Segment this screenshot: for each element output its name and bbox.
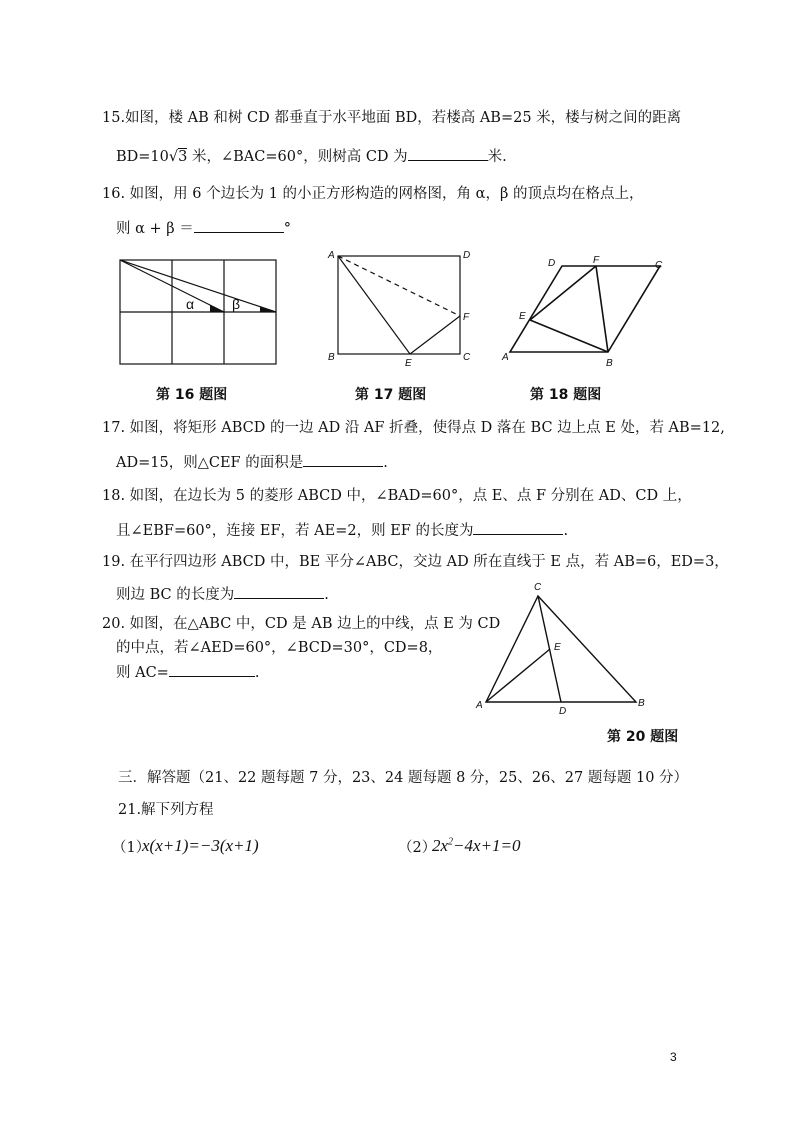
point-c: C [655,260,663,271]
answer-blank [303,452,383,467]
q17-line2 [116,452,388,473]
alpha-label: α [186,296,195,312]
q20-end: . [254,665,260,681]
page-number: 3 [670,1050,677,1064]
q16-expr: 则 α + β ＝ [116,221,194,237]
segment-eb [530,320,608,352]
q17-text: AD=15，则△CEF 的面积是 [116,455,304,471]
section-3-heading: 三．解答题（21、22 题每题 7 分，23、24 题每题 8 分，25、26、27 题每题 10 分） [118,770,689,786]
caption-fig18: 第 18 题图 [530,387,602,403]
q21-equation-2 [432,836,521,856]
q21-p1-label: （1） [112,840,151,856]
q17-line1: 17. 如图，将矩形 ABCD 的一边 AD 沿 AF 折叠，使得点 D 落在 BC 边上点 E 处，若 AB=12, [102,420,725,436]
caption-fig17: 第 17 题图 [355,387,427,403]
answer-blank [473,520,563,535]
point-a: A [502,352,509,363]
q20-line1: 20. 如图，在△ABC 中，CD 是 AB 边上的中线，点 E 为 CD [102,616,501,632]
point-c: C [463,352,471,363]
q15-bd-label: BD=10 [116,149,169,165]
fold-line-af [338,256,460,316]
figure-20 [470,578,680,718]
beta-ray [120,260,276,312]
segment-fb [596,266,608,352]
q21-equation-1: x(x+1)=−3(x+1) [142,836,259,855]
segment-ef [530,266,596,320]
q20-line3 [116,662,259,683]
q15-line2 [116,146,507,167]
q18-end: . [563,523,569,539]
eq2-exponent: 2 [448,836,454,848]
answer-blank [234,584,324,599]
figure-18 [498,252,678,372]
q15-unit: 米. [487,149,507,165]
q20-text: 则 AC= [116,665,169,681]
point-b: B [606,358,613,369]
q17-end: . [383,455,388,471]
eq2-part-b: −4x+1=0 [453,836,521,855]
point-d: D [559,706,567,717]
eq2-part-a: 2x [432,836,449,855]
segment-ef [410,316,460,354]
point-d: D [463,250,471,261]
rhombus-abcd [510,266,660,352]
point-a: A [476,700,483,711]
segment-ae [338,256,410,354]
q16-degree: ° [283,221,292,237]
point-d: D [548,258,556,269]
point-b: B [328,352,335,363]
point-f: F [463,312,470,323]
answer-blank [169,662,255,677]
point-e: E [405,358,412,369]
segment-ae [486,649,550,702]
answer-blank [408,146,488,161]
q18-line1: 18. 如图，在边长为 5 的菱形 ABCD 中，∠BAD=60°，点 E、点 F 分别在 AD、CD 上， [102,488,692,504]
q16-line2 [116,218,291,239]
answer-blank [194,218,284,233]
point-b: B [638,698,645,709]
q18-line2 [116,520,568,541]
figure-16-grid [118,258,278,366]
figure-17 [324,250,474,370]
q18-text: 且∠EBF=60°，连接 EF，若 AE=2，则 EF 的长度为 [116,523,474,539]
q21-title: 21.解下列方程 [118,802,214,818]
q16-line1: 16. 如图，用 6 个边长为 1 的小正方形构造的网格图，角 α，β 的顶点均在格点上， [102,186,644,202]
point-e: E [519,311,526,322]
q19-line2 [116,584,329,605]
point-a: A [328,250,335,261]
q19-line1: 19. 在平行四边形 ABCD 中，BE 平分∠ABC，交边 AD 所在直线于 E 点，若 AB=6，ED=3， [102,554,729,570]
point-c: C [534,582,542,593]
point-e: E [554,642,561,653]
caption-fig20: 第 20 题图 [607,729,679,745]
q15-text: 米，∠BAC=60°，则树高 CD 为 [187,149,408,165]
q20-line2: 的中点，若∠AED=60°，∠BCD=30°，CD=8， [116,640,443,656]
q19-text: 则边 BC 的长度为 [116,587,235,603]
caption-fig16: 第 16 题图 [156,387,228,403]
q15-line1: 15.如图，楼 AB 和树 CD 都垂直于水平地面 BD，若楼高 AB=25 米，楼与树之间的距离 [102,110,682,126]
point-f: F [593,255,600,266]
q15-sqrt-arg: 3 [178,149,188,165]
triangle-abc [486,596,636,702]
q21-p2-label: （2） [398,840,437,856]
beta-label: β [232,296,241,312]
sqrt-icon: √ [168,149,179,165]
q19-end: . [324,587,329,603]
